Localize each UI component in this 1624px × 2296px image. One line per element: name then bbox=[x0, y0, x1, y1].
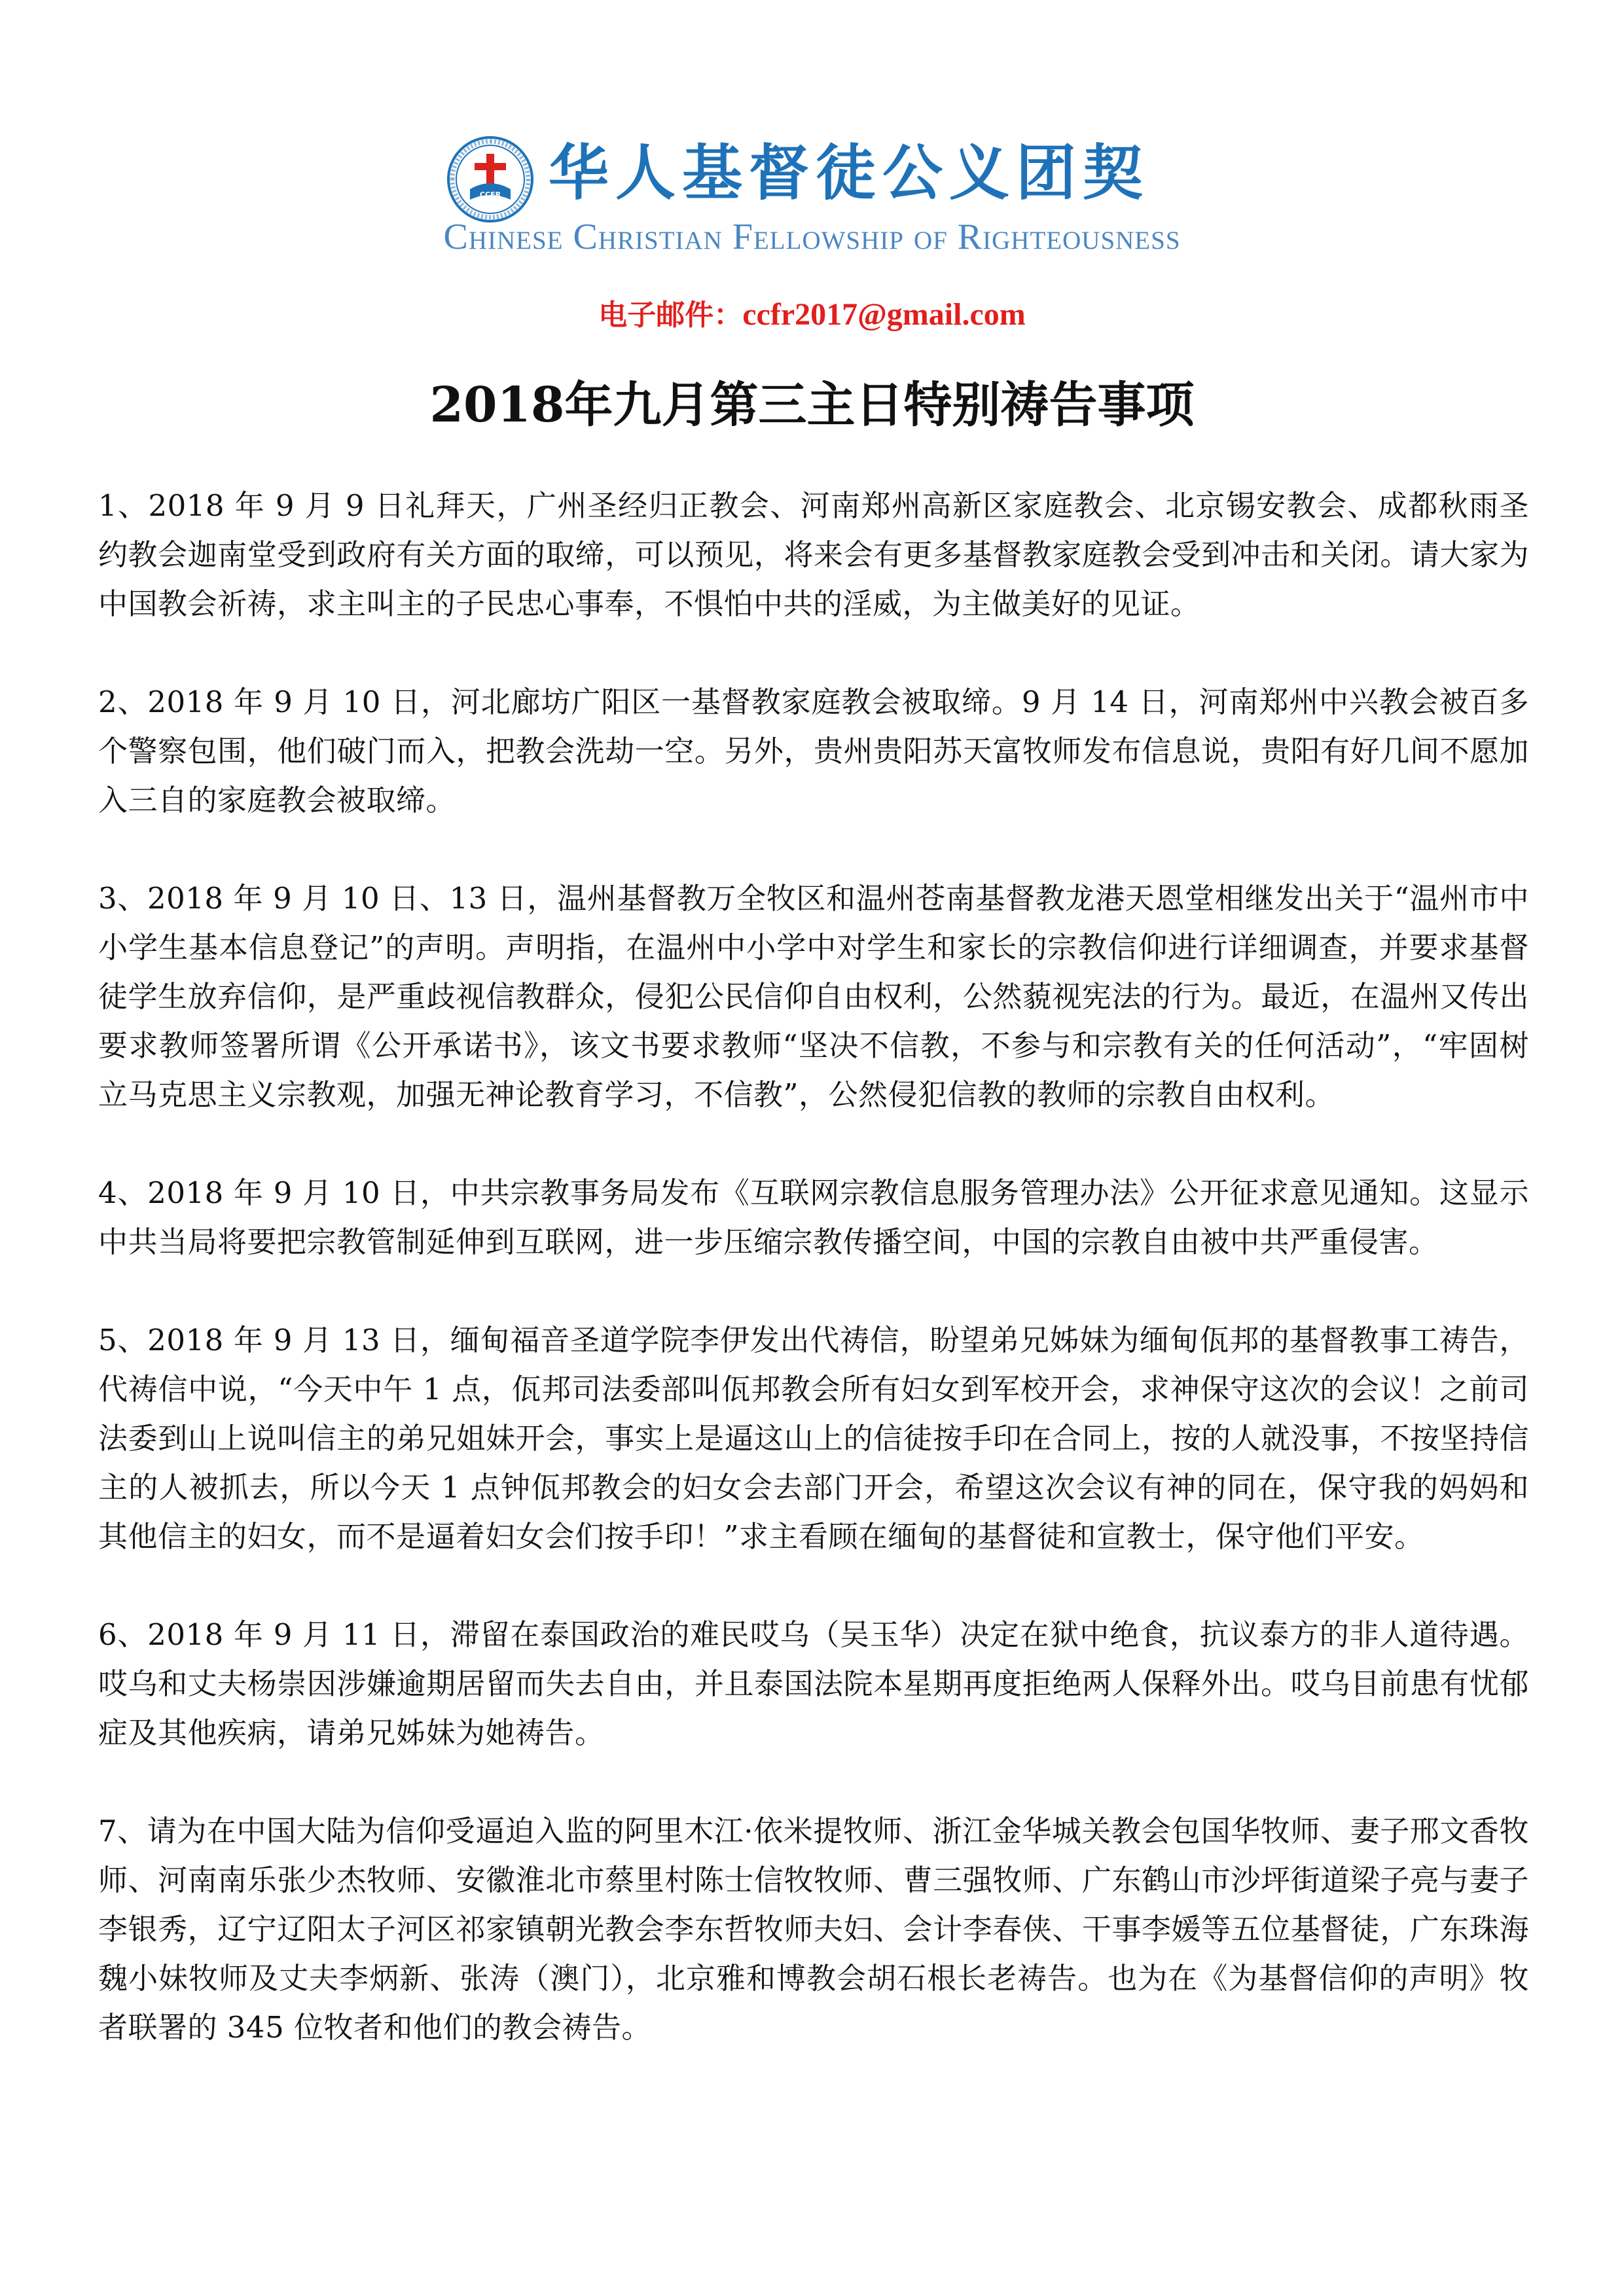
org-name-chinese: 华人基督徒公义团契 bbox=[549, 138, 1150, 208]
fellowship-seal-icon bbox=[445, 134, 535, 224]
prayer-item-7: 7、请为在中国大陆为信仰受逼迫入监的阿里木江·依米提牧师、浙江金华城关教会包国华牧师、妻子邢文香牧师、河南南乐张少杰牧师、安徽淮北市蔡里村陈士信牧牧师、曹三强牧师、广东鹤山市沙坪街道梁子亮与妻子李银秀，辽宁辽阳太子河区祁家镇朝光教会李东哲牧师夫妇、会计李春侠、干事李媛等五位基督徒，广东珠海魏小妹牧师及丈夫李炳新、张涛（澳门），北京雅和博教会胡石根长老祷告。也为在《为基督信仰的声明》牧者联署的 345 位牧者和他们的教会祷告。 bbox=[98, 1814, 1529, 2045]
org-name-english: Chinese Christian Fellowship of Righteousness bbox=[443, 217, 1181, 257]
email-address[interactable]: ccfr2017@gmail.com bbox=[742, 297, 1026, 332]
seal-inner-text: CCFR bbox=[479, 190, 501, 199]
document-title: 2018年九月第三主日特别祷告事项 bbox=[429, 377, 1195, 433]
prayer-item-4: 4、2018 年 9 月 10 日，中共宗教事务局发布《互联网宗教信息服务管理办法》公开征求意见通知。这显示中共当局将要把宗教管制延伸到互联网，进一步压缩宗教传播空间，中国的宗教自由被中共严重侵害。 bbox=[98, 1175, 1529, 1259]
prayer-item-6: 6、2018 年 9 月 11 日，滞留在泰国政治的难民哎乌（吴玉华）决定在狱中绝食，抗议泰方的非人道待遇。哎乌和丈夫杨崇因涉嫌逾期居留而失去自由，并且泰国法院本星期再度拒绝两人保释外出。哎乌目前患有忧郁症及其他疾病，请弟兄姊妹为她祷告。 bbox=[98, 1617, 1529, 1750]
email-label: 电子邮件： bbox=[598, 298, 743, 332]
contact-email bbox=[0, 291, 1624, 333]
prayer-item-2: 2、2018 年 9 月 10 日，河北廊坊广阳区一基督教家庭教会被取缔。9 月 14 日，河南郑州中兴教会被百多个警察包围，他们破门而入，把教会洗劫一空。另外，贵州贵阳苏天富牧师发布信息说，贵阳有好几间不愿加入三自的家庭教会被取缔。 bbox=[98, 685, 1529, 817]
prayer-item-5: 5、2018 年 9 月 13 日，缅甸福音圣道学院李伊发出代祷信，盼望弟兄姊妹为缅甸佤邦的基督教事工祷告，代祷信中说，“今天中午 1 点，佤邦司法委部叫佤邦教会所有妇女到军校开会，求神保守这次的会议！之前司法委到山上说叫信主的弟兄姐妹开会，事实上是逼这山上的信徒按手印在合同上，按的人就没事，不按坚持信主的人被抓去，所以今天 1 点钟佤邦教会的妇女会去部门开会，希望这次会议有神的同在，保守我的妈妈和其他信主的妇女，而不是逼着妇女会们按手印！”求主看顾在缅甸的基督徒和宣教士，保守他们平安。 bbox=[98, 1323, 1529, 1554]
prayer-item-3: 3、2018 年 9 月 10 日、13 日，温州基督教万全牧区和温州苍南基督教龙港天恩堂相继发出关于“温州市中小学生基本信息登记”的声明。声明指，在温州中小学中对学生和家长的宗教信仰进行详细调查，并要求基督徒学生放弃信仰，是严重歧视信教群众，侵犯公民信仰自由权利，公然藐视宪法的行为。最近，在温州又传出要求教师签署所谓《公开承诺书》，该文书要求教师“坚决不信教，不参与和宗教有关的任何活动”，“牢固树立马克思主义宗教观，加强无神论教育学习，不信教”，公然侵犯信教的教师的宗教自由权利。 bbox=[98, 881, 1529, 1112]
prayer-items bbox=[98, 481, 1529, 2101]
prayer-item-1: 1、2018 年 9 月 9 日礼拜天，广州圣经归正教会、河南郑州高新区家庭教会、北京锡安教会、成都秋雨圣约教会迦南堂受到政府有关方面的取缔，可以预见，将来会有更多基督教家庭教会受到冲击和关闭。请大家为中国教会祈祷，求主叫主的子民忠心事奉，不惧怕中共的淫威，为主做美好的见证。 bbox=[98, 488, 1529, 621]
letterhead bbox=[0, 128, 1624, 219]
